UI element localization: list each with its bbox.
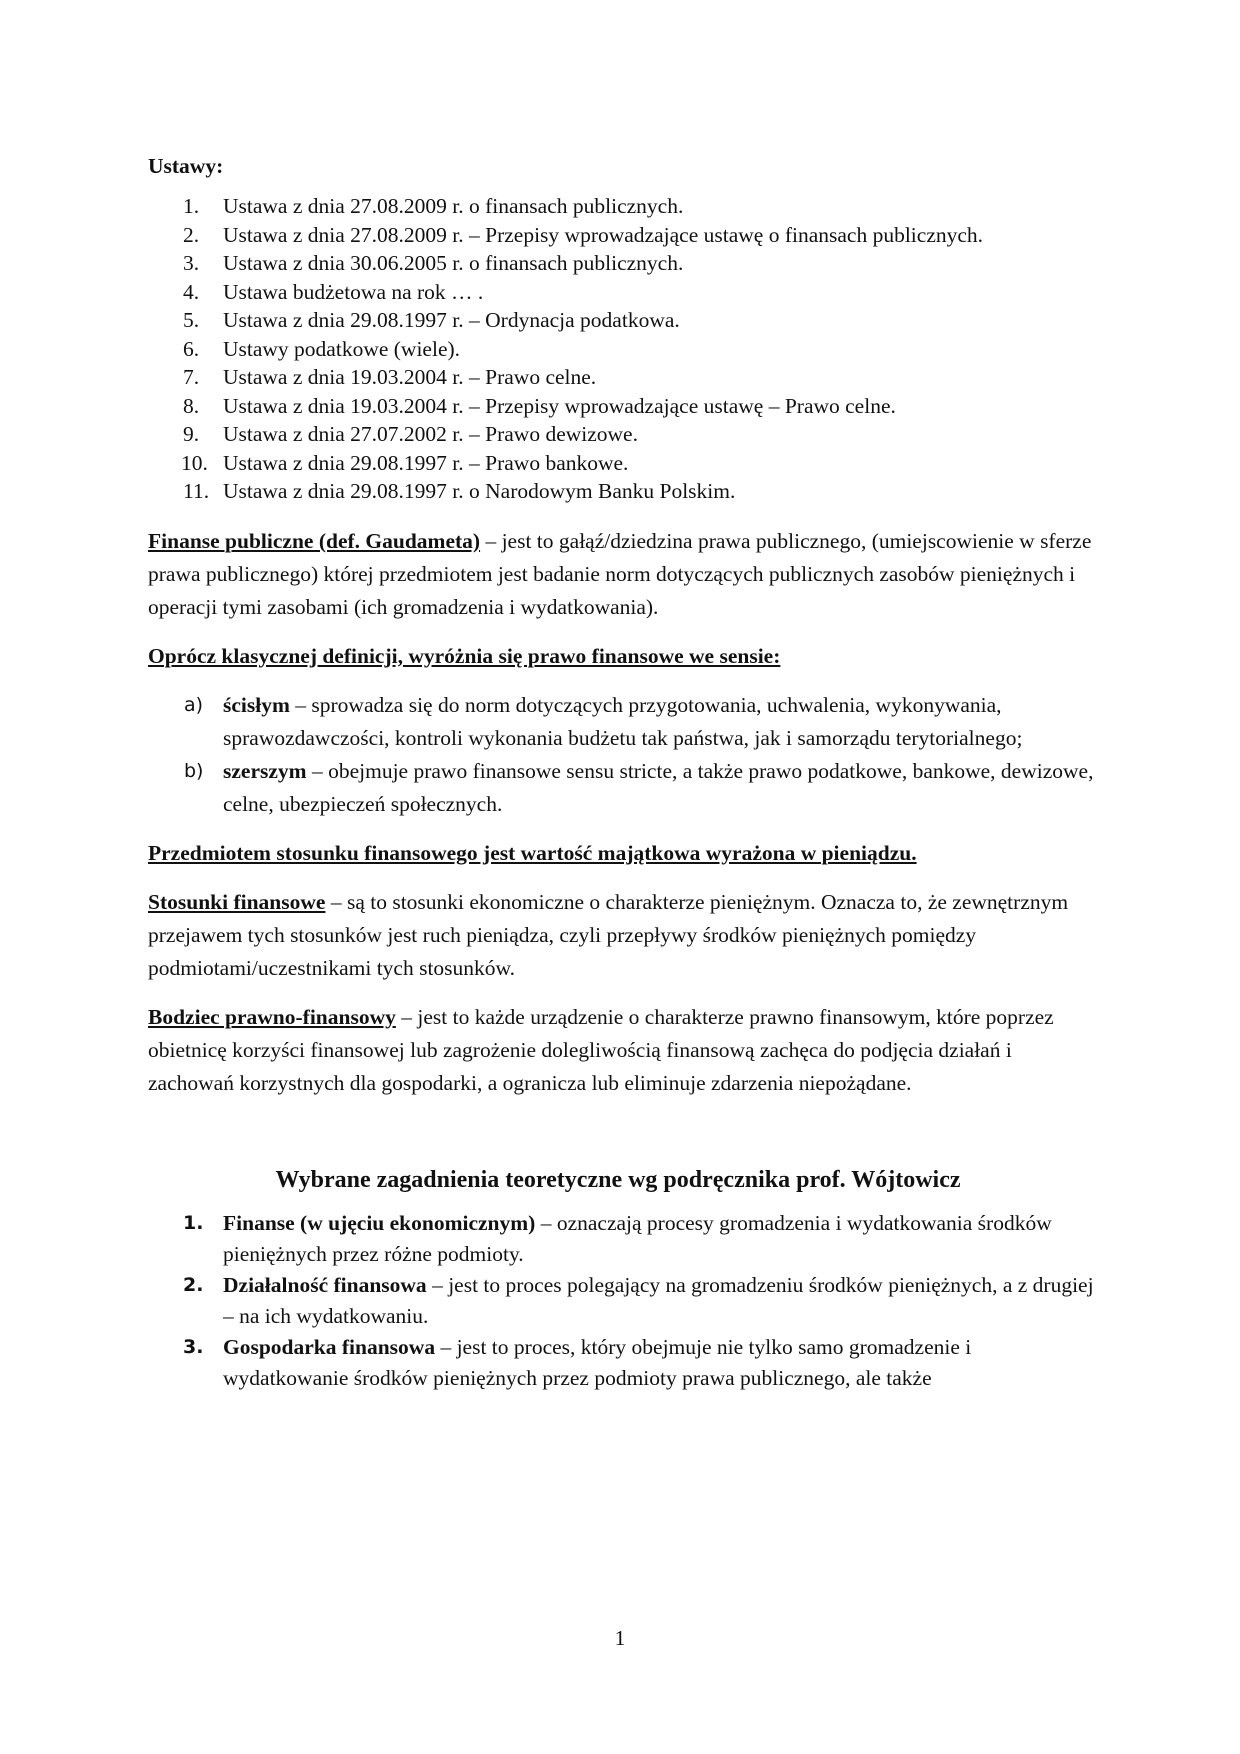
list-item: 1. Ustawa z dnia 27.08.2009 r. o finansach publicznych. [183, 194, 684, 218]
subject-statement: Przedmiotem stosunku finansowego jest wartość majątkowa wyrażona w pieniądzu. [148, 840, 917, 865]
list-item: 7. Ustawa z dnia 19.03.2004 r. – Prawo celne. [183, 365, 597, 389]
list-item: 10. Ustawa z dnia 29.08.1997 r. – Prawo bankowe. [181, 450, 629, 475]
term: Bodziec prawno-finansowy [148, 1004, 396, 1029]
financial-relations-definition: Stosunki finansowe – są to stosunki ekonomiczne o charakterze pieniężnym. Oznacza to, że zewnętrznym przejawem tych stosunków jest ruch pieniądza, czyli przepływy środków pieniężnych pomiędzy podmiotami/uczestnikami tych stosunków. [148, 889, 1069, 980]
term: Stosunki finansowe [148, 889, 326, 914]
laws-heading: Ustawy: [148, 154, 224, 178]
list-item: 8. Ustawa z dnia 19.03.2004 r. – Przepisy wprowadzające ustawę – Prawo celne. [183, 393, 896, 418]
list-item: 2. Ustawa z dnia 27.08.2009 r. – Przepisy wprowadzające ustawę o finansach publicznych. [183, 222, 984, 247]
incentive-definition: Bodziec prawno-finansowy – jest to każde urządzenie o charakterze prawno finansowym, które poprzez obietnicę korzyści finansowej lub zagrożenie dolegliwością finansową zachęca do podjęcia działań i zachowań korzystnych dla gospodarki, a ogranicza lub eliminuje zdarzenia niepożądane. [148, 1004, 1054, 1095]
public-finance-definition: Finanse publiczne (def. Gaudameta) – jest to gałąź/dziedzina prawa publicznego, (umiejscowienie w sferze prawa publicznego) której przedmiotem jest badanie norm dotyczących publicznych zasobów pieniężnych i operacji tymi zasobami (ich gromadzenia i wydatkowania). [148, 528, 1092, 619]
topics-list [148, 1208, 1096, 1394]
list-item: 5. Ustawa z dnia 29.08.1997 r. – Ordynacja podatkowa. [183, 308, 680, 332]
list-item: 4. Ustawa budżetowa na rok … . [183, 279, 484, 304]
list-item: a) ścisłym – sprowadza się do norm dotyczących przygotowania, uchwalenia, wykonywania, sprawozdawczości, kontroli wykonania budżetu tak państwa, jak i samorządu terytorialnego; [184, 692, 1023, 750]
laws-list [148, 192, 1096, 506]
term: Finanse publiczne (def. Gaudameta) [148, 528, 481, 553]
document-page [148, 150, 1096, 1394]
list-item: 3. Gospodarka finansowa – jest to proces, który obejmuje nie tylko samo gromadzenie i wydatkowanie środków pieniężnych przez podmioty prawa publicznego, ale także [183, 1334, 972, 1390]
list-item: 9. Ustawa z dnia 27.07.2002 r. – Prawo dewizowe. [183, 422, 638, 446]
classic-definition-heading: Oprócz klasycznej definicji, wyróżnia się prawo finansowe we sensie: [148, 643, 781, 668]
list-item: 11. Ustawa z dnia 29.08.1997 r. o Narodowym Banku Polskim. [183, 479, 736, 503]
list-item: 6. Ustawy podatkowe (wiele). [183, 336, 461, 361]
list-item: b) szerszym – obejmuje prawo finansowe sensu stricte, a także prawo podatkowe, bankowe, dewizowe, celne, ubezpieczeń społecznych. [184, 758, 1094, 816]
definition-senses-list [148, 689, 1096, 821]
list-item: 3. Ustawa z dnia 30.06.2005 r. o finansach publicznych. [183, 251, 684, 275]
list-item: 2. Działalność finansowa – jest to proces polegający na gromadzeniu środków pieniężnych, a z drugiej – na ich wydatkowaniu. [183, 1272, 1094, 1328]
list-item: 1. Finanse (w ujęciu ekonomicznym) – oznaczają procesy gromadzenia i wydatkowania środków pieniężnych przez różne podmioty. [183, 1210, 1052, 1266]
page-number: 1 [614, 1626, 626, 1650]
section-title: Wybrane zagadnienia teoretyczne wg podręcznika prof. Wójtowicz [275, 1166, 961, 1193]
